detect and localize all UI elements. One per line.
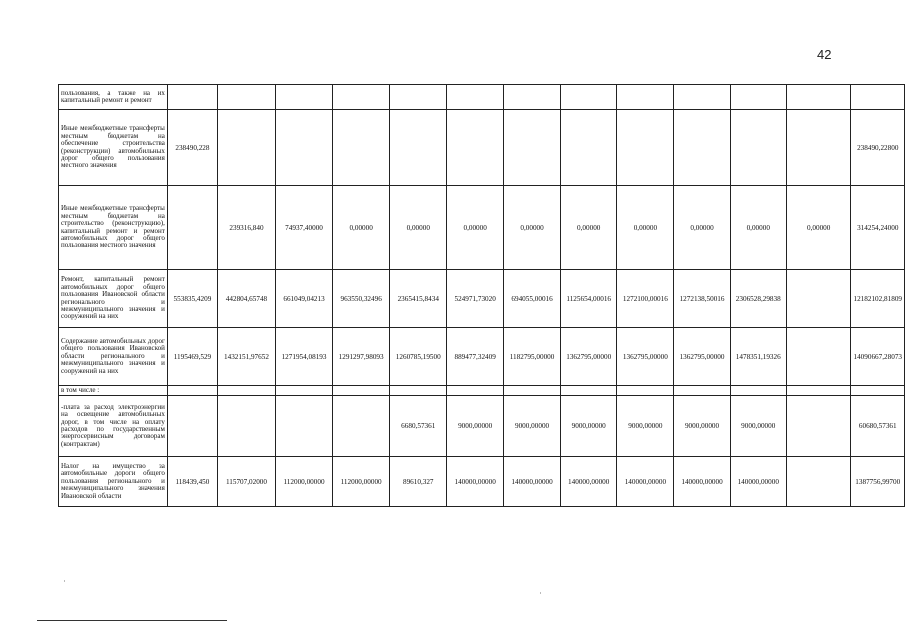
table-cell: 118439,450 xyxy=(167,457,217,507)
table-cell: 1125654,00016 xyxy=(561,270,617,328)
table-cell xyxy=(447,110,504,186)
table-cell xyxy=(730,85,786,110)
table-row xyxy=(59,457,905,507)
scan-speck xyxy=(64,580,65,582)
table-cell: 1260785,19500 xyxy=(390,328,447,386)
table-cell xyxy=(674,110,730,186)
row-label: -плата за расход электроэнергии на освещение автомобильных дорог, в том числе на оплату расходов по государственным энергосервисным договорам (контрактам) xyxy=(59,396,168,457)
table-cell xyxy=(167,186,217,270)
table-cell xyxy=(333,386,390,396)
table-cell: 1272100,00016 xyxy=(617,270,674,328)
total-cell: 60680,57361 xyxy=(851,396,905,457)
table-cell: 238490,22800 xyxy=(851,110,905,186)
table-cell: 889477,32409 xyxy=(447,328,504,386)
table-row xyxy=(59,386,905,396)
table-cell xyxy=(333,85,390,110)
table-cell: 140000,00000 xyxy=(674,457,730,507)
total-cell: 1387756,99700 xyxy=(851,457,905,507)
table-cell xyxy=(730,386,786,396)
table-cell: 524971,73020 xyxy=(447,270,504,328)
table-cell xyxy=(730,110,786,186)
table-cell: 9000,00000 xyxy=(447,396,504,457)
table-cell xyxy=(217,85,275,110)
table-cell xyxy=(167,85,217,110)
table-cell xyxy=(851,85,905,110)
table-cell xyxy=(390,386,447,396)
table-cell xyxy=(447,386,504,396)
table-cell xyxy=(786,270,851,328)
table-cell xyxy=(786,386,851,396)
row-label: Содержание автомобильных дорог общего пользования Ивановской области регионального и межмуниципального значения и сооружений на них xyxy=(59,328,168,386)
table-cell xyxy=(561,386,617,396)
table-cell: 239316,840 xyxy=(217,186,275,270)
table-cell: 6680,57361 xyxy=(390,396,447,457)
table-cell: 0,00000 xyxy=(674,186,730,270)
table-cell: 140000,00000 xyxy=(617,457,674,507)
row-label: Ремонт, капитальный ремонт автомобильных дорог общего пользования Ивановской области регионального и межмуниципального значения и сооружений на них xyxy=(59,270,168,328)
table-cell: 115707,02000 xyxy=(217,457,275,507)
table-cell: 1291297,98093 xyxy=(333,328,390,386)
table-cell xyxy=(504,110,561,186)
table-cell: 0,00000 xyxy=(504,186,561,270)
table-row xyxy=(59,85,905,110)
table-cell: 661049,04213 xyxy=(275,270,332,328)
table-cell: 9000,00000 xyxy=(730,396,786,457)
table-cell xyxy=(504,386,561,396)
table-cell xyxy=(786,457,851,507)
table-cell xyxy=(617,110,674,186)
table-cell xyxy=(561,85,617,110)
table-cell: 1271954,08193 xyxy=(275,328,332,386)
table-cell: 0,00000 xyxy=(561,186,617,270)
table-cell xyxy=(617,85,674,110)
table-cell: 140000,00000 xyxy=(447,457,504,507)
table-cell xyxy=(851,386,905,396)
table-cell xyxy=(275,386,332,396)
table-cell: 0,00000 xyxy=(730,186,786,270)
table-row xyxy=(59,186,905,270)
table-cell xyxy=(617,386,674,396)
table-cell: 1478351,19326 xyxy=(730,328,786,386)
budget-table xyxy=(58,84,905,507)
table-cell xyxy=(674,85,730,110)
table-cell: 553835,4209 xyxy=(167,270,217,328)
table-cell: 9000,00000 xyxy=(617,396,674,457)
table-row xyxy=(59,328,905,386)
table-cell xyxy=(275,110,332,186)
table-cell: 0,00000 xyxy=(333,186,390,270)
table-cell xyxy=(217,396,275,457)
page-number: 42 xyxy=(817,47,832,62)
table-cell: 0,00000 xyxy=(390,186,447,270)
table-cell: 1362795,00000 xyxy=(561,328,617,386)
table-cell: 1362795,00000 xyxy=(617,328,674,386)
table-cell: 314254,24000 xyxy=(851,186,905,270)
footnote-separator xyxy=(37,620,227,621)
table-cell xyxy=(390,85,447,110)
table-cell: 0,00000 xyxy=(786,186,851,270)
table-cell: 9000,00000 xyxy=(674,396,730,457)
table-cell: 112000,00000 xyxy=(333,457,390,507)
table-cell: 1182795,00000 xyxy=(504,328,561,386)
row-label: Иные межбюджетные трансферты местным бюджетам на обеспечение строительства (реконструкции) автомобильных дорог общего пользования местного значения xyxy=(59,110,168,186)
table-cell xyxy=(217,110,275,186)
table-cell: 694055,00016 xyxy=(504,270,561,328)
table-cell xyxy=(504,85,561,110)
table-cell: 1195469,529 xyxy=(167,328,217,386)
table-cell: 89610,327 xyxy=(390,457,447,507)
table-cell xyxy=(167,396,217,457)
table-cell: 1272138,50016 xyxy=(674,270,730,328)
row-label: Иные межбюджетные трансферты местным бюджетам на строительство (реконструкцию), капитальный ремонт и ремонт автомобильных дорог общего пользования местного значения xyxy=(59,186,168,270)
table-cell xyxy=(786,110,851,186)
table-cell: 140000,00000 xyxy=(504,457,561,507)
table-cell: 140000,00000 xyxy=(730,457,786,507)
table-cell: 140000,00000 xyxy=(561,457,617,507)
table-row xyxy=(59,270,905,328)
table-cell xyxy=(167,386,217,396)
total-cell: 14090667,28073 xyxy=(851,328,905,386)
table-cell: 238490,228 xyxy=(167,110,217,186)
row-label: пользования, а также на их капитальный ремонт и ремонт xyxy=(59,85,168,110)
table-cell: 1432151,97652 xyxy=(217,328,275,386)
table-cell: 1362795,00000 xyxy=(674,328,730,386)
table-cell xyxy=(786,396,851,457)
table-cell xyxy=(447,85,504,110)
scan-speck xyxy=(540,592,541,594)
table-row xyxy=(59,396,905,457)
table-cell: 9000,00000 xyxy=(504,396,561,457)
table-cell xyxy=(333,110,390,186)
table-cell xyxy=(786,328,851,386)
table-cell xyxy=(275,396,332,457)
table-cell: 9000,00000 xyxy=(561,396,617,457)
table-cell: 112000,00000 xyxy=(275,457,332,507)
table-cell xyxy=(674,386,730,396)
table-row xyxy=(59,110,905,186)
row-label: Налог на имущество за автомобильные дороги общего пользования регионального и межмуниципального значения Ивановской области xyxy=(59,457,168,507)
table-cell: 74937,40000 xyxy=(275,186,332,270)
table-cell: 2365415,8434 xyxy=(390,270,447,328)
table-cell xyxy=(786,85,851,110)
table-cell: 442804,65748 xyxy=(217,270,275,328)
total-cell: 12182102,81809 xyxy=(851,270,905,328)
table-cell xyxy=(390,110,447,186)
table-cell xyxy=(561,110,617,186)
table-cell: 0,00000 xyxy=(447,186,504,270)
table-cell xyxy=(333,396,390,457)
table-cell xyxy=(217,386,275,396)
table-cell: 2306528,29838 xyxy=(730,270,786,328)
table-cell xyxy=(275,85,332,110)
table-cell: 963550,32496 xyxy=(333,270,390,328)
table-cell: 0,00000 xyxy=(617,186,674,270)
row-label: в том числе : xyxy=(59,386,168,396)
